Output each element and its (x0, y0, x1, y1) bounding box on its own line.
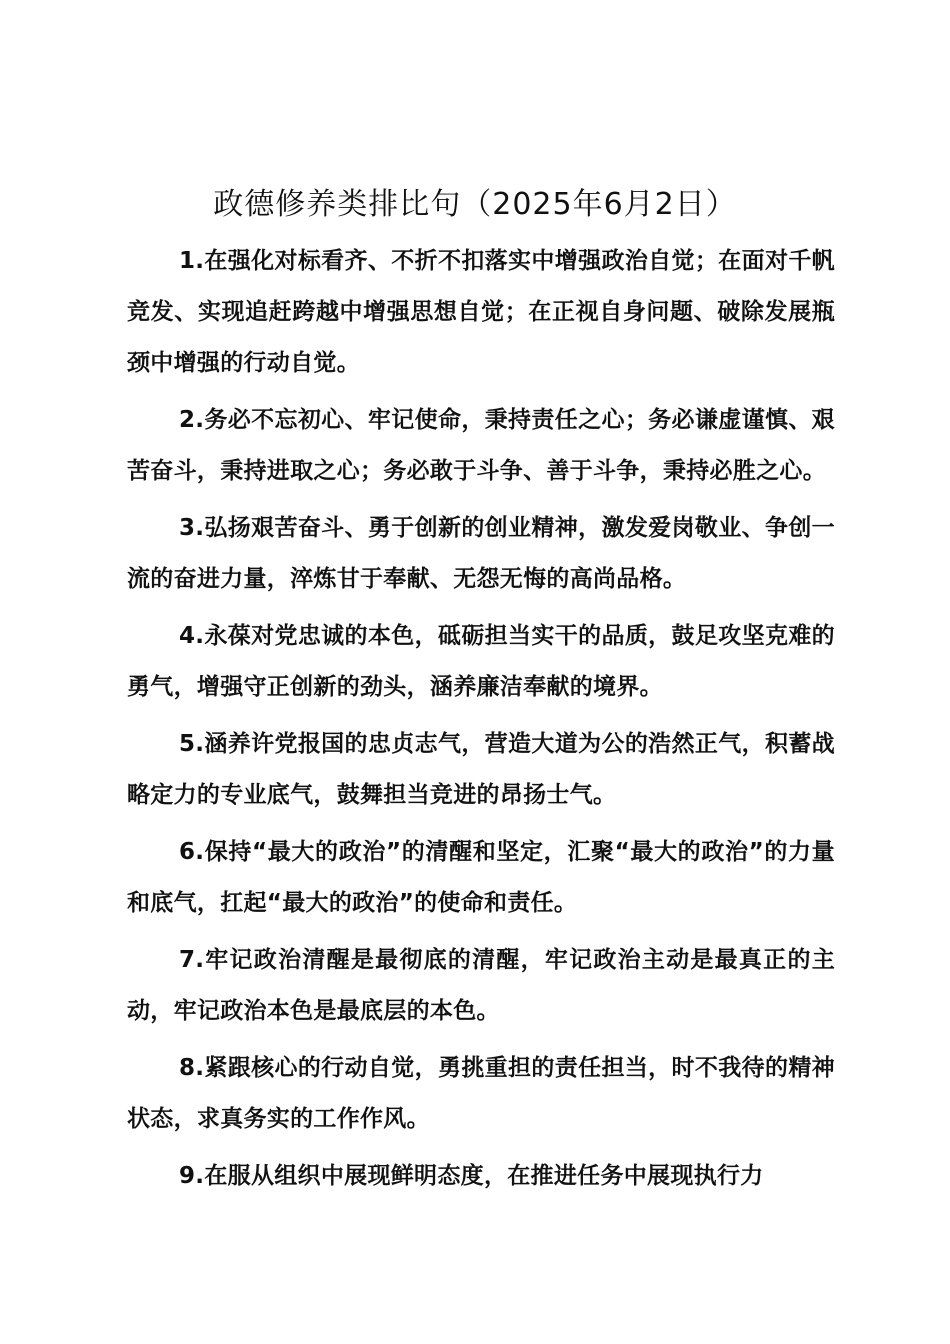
paragraph-5: 5.涵养许党报国的忠贞志气，营造大道为公的浩然正气，积蓄战略定力的专业底气，鼓舞担当竞进的昂扬士气。 (127, 731, 835, 808)
paragraph-9: 9.在服从组织中展现鲜明态度，在推进任务中展现执行力 (179, 1163, 764, 1189)
paragraph-4: 4.永葆对党忠诚的本色，砥砺担当实干的品质，鼓足攻坚克难的勇气，增强守正创新的劲头，涵养廉洁奉献的境界。 (127, 623, 835, 700)
paragraph-6: 6.保持“最大的政治”的清醒和坚定，汇聚“最大的政治”的力量和底气，扛起“最大的政治”的使命和责任。 (127, 839, 835, 916)
document-title: 政德修养类排比句（2025年6月2日） (213, 187, 737, 222)
paragraph-1: 1.在强化对标看齐、不折不扣落实中增强政治自觉；在面对千帆竞发、实现追赶跨越中增强思想自觉；在正视自身问题、破除发展瓶颈中增强的行动自觉。 (127, 248, 835, 376)
document-body (127, 236, 835, 1208)
paragraph-3: 3.弘扬艰苦奋斗、勇于创新的创业精神，激发爱岗敬业、争创一流的奋进力量，淬炼甘于奉献、无怨无悔的高尚品格。 (127, 515, 835, 592)
paragraph-8: 8.紧跟核心的行动自觉，勇挑重担的责任担当，时不我待的精神状态，求真务实的工作作风。 (127, 1055, 835, 1132)
paragraph-2: 2.务必不忘初心、牢记使命，秉持责任之心；务必谦虚谨慎、艰苦奋斗，秉持进取之心；务必敢于斗争、善于斗争，秉持必胜之心。 (127, 407, 835, 484)
paragraph-7: 7.牢记政治清醒是最彻底的清醒，牢记政治主动是最真正的主动，牢记政治本色是最底层的本色。 (127, 947, 835, 1024)
